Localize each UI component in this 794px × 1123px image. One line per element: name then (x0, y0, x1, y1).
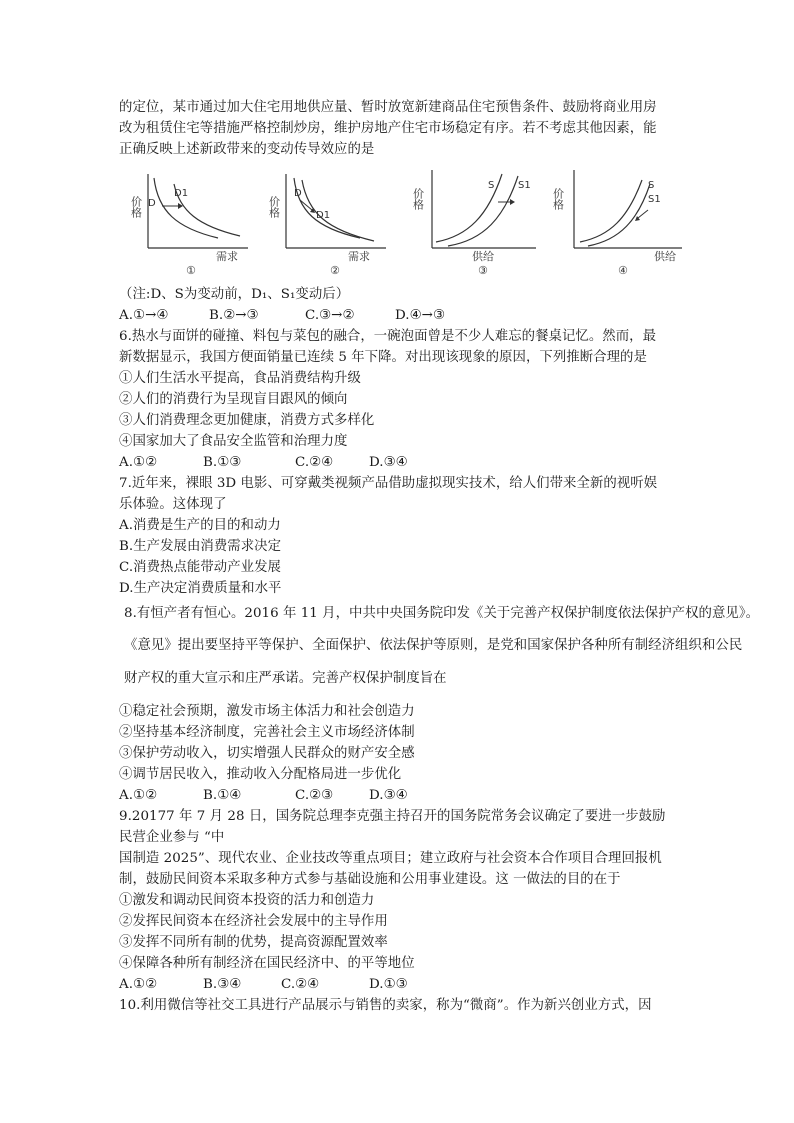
q5-stem-line-1: 的定位，某市通过加大住宅用地供应量、暂时放宽新建商品住宅预售条件、鼓励将商业用房 (119, 100, 657, 115)
graph-4-shift-arrow (638, 210, 648, 218)
q9-stem-line-1: 9.20177 年 7 月 28 日，国务院总理李克强主持召开的国务院常务会议确定了要进一步鼓励 (119, 809, 666, 824)
graph-3-curve-label-1: S (488, 180, 495, 191)
graph-3-curve-label-2: S1 (518, 180, 531, 191)
q8-item-1: ①稳定社会预期，激发市场主体活力和社会创造力 (119, 704, 415, 719)
q6-options (119, 454, 408, 472)
q9-options (119, 976, 408, 994)
graph-1-curve-label-1: D (148, 198, 156, 209)
graph-4-ylabel: 价格 (551, 188, 565, 210)
q6-stem-line-2: 新数据显示，我国方便面销量已连续 5 年下降。对出现该现象的原因，下列推断合理的是 (119, 350, 647, 365)
graph-1-curve-label-2: D1 (174, 188, 189, 199)
q9-item-3: ③发挥不同所有制的优势，提高资源配置效率 (119, 935, 388, 950)
q5-option-b: B.②→③ (209, 308, 259, 323)
graph-4-curve-label-2: S1 (648, 194, 661, 205)
q7-option-d: D.生产决定消费质量和水平 (119, 581, 282, 596)
q5-graph-note: （注:D、S为变动前，D₁、S₁变动后） (119, 287, 350, 302)
graph-2-curve-label-2: D1 (316, 210, 331, 221)
q9-option-d: D.①③ (369, 977, 408, 992)
graph-4 (551, 166, 688, 278)
q7-stem-line-2: 乐体验。这体现了 (119, 497, 227, 512)
q7-option-a: A.消费是生产的目的和动力 (119, 518, 281, 533)
graph-1-ylabel: 价格 (129, 196, 143, 218)
q5-stem-line-3: 正确反映上述新政带来的变动传导效应的是 (119, 142, 375, 157)
graph-1-xlabel: 需求 (216, 250, 238, 263)
graph-2-ylabel: 价格 (267, 196, 281, 218)
q8-options (119, 787, 408, 805)
q9-item-2: ②发挥民间资本在经济社会发展中的主导作用 (119, 914, 388, 929)
graph-3 (411, 166, 540, 278)
graph-4-xlabel: 供给 (654, 250, 676, 263)
q9-stem-line-4: 制，鼓励民间资本采取多种方式参与基础设施和公用事业建设。这 一做法的目的在于 (119, 872, 621, 887)
graph-2-curve-label-1: D (294, 188, 302, 199)
q9-option-c: C.②④ (281, 977, 320, 992)
q8-option-a: A.①② (119, 788, 158, 803)
q9-option-a: A.①② (119, 977, 158, 992)
q7-stem-line-1: 7.近年来，裸眼 3D 电影、可穿戴类视频产品借助虚拟现实技术，给人们带来全新的视听娱 (119, 476, 658, 491)
q9-option-b: B.③④ (203, 977, 242, 992)
q8-stem-line-1: 8.有恒产者有恒心。2016 年 11 月，中共中央国务院印发《关于完善产权保护制度依法保护产权的意见》。 (124, 606, 760, 621)
q6-item-4: ④国家加大了食品安全监管和治理力度 (119, 434, 348, 449)
q8-item-4: ④调节居民收入，推动收入分配格局进一步优化 (119, 767, 402, 782)
q9-stem-line-2: 民营企业参与 “中 (119, 830, 225, 845)
q6-item-2: ②人们的消费行为呈现盲目跟风的倾向 (119, 392, 348, 407)
graph-4-curve-label-1: S (648, 180, 655, 191)
graph-3-index: ③ (478, 264, 488, 277)
graph-3-curve-s1 (448, 176, 518, 246)
q5-option-c: C.③→② (305, 308, 355, 323)
q5-stem-line-2: 改为租赁住宅等措施严格控制炒房，维护房地产住宅市场稳定有序。若不考虑其他因素，能 (119, 121, 657, 136)
q5-option-a: A.①→④ (119, 308, 169, 323)
q6-stem-line-1: 6.热水与面饼的碰撞、料包与菜包的融合，一碗泡面曾是不少人难忘的餐桌记忆。然而，最 (119, 329, 657, 344)
q5-options (119, 307, 445, 325)
q8-option-d: D.③④ (369, 788, 408, 803)
graph-1-curve-d (154, 178, 218, 238)
q6-item-1: ①人们生活水平提高，食品消费结构升级 (119, 371, 361, 386)
q9-item-1: ①激发和调动民间资本投资的活力和创造力 (119, 893, 375, 908)
q8-stem-line-2: 《意见》提出要坚持平等保护、全面保护、依法保护等原则，是党和国家保护各种所有制经济组织和公民 (124, 638, 743, 653)
graph-1 (129, 166, 254, 278)
q7-option-c: C.消费热点能带动产业发展 (119, 560, 281, 575)
q9-stem-line-3: 国制造 2025”、现代农业、企业技改等重点项目；建立政府与社会资本合作项目合理回报机 (119, 851, 662, 866)
q6-option-d: D.③④ (369, 455, 408, 470)
graph-2-shift-arrow (300, 200, 312, 210)
q6-option-c: C.②④ (295, 455, 334, 470)
q10-stem-line-1: 10.利用微信等社交工具进行产品展示与销售的卖家，称为“微商”。作为新兴创业方式，因 (119, 998, 652, 1013)
graph-2-xlabel: 需求 (348, 250, 370, 263)
graph-1-index: ① (186, 264, 196, 277)
q8-stem-line-3: 财产权的重大宣示和庄严承诺。完善产权保护制度旨在 (124, 671, 447, 686)
graph-4-curve-s (580, 180, 642, 242)
q7-option-b: B.生产发展由消费需求决定 (119, 539, 282, 554)
q8-option-b: B.①④ (203, 788, 242, 803)
q8-item-3: ③保护劳动收入，切实增强人民群众的财产安全感 (119, 746, 415, 761)
graph-4-index: ④ (618, 264, 628, 277)
q8-option-c: C.②③ (295, 788, 334, 803)
graph-2 (267, 166, 392, 278)
graph-3-ylabel: 价格 (411, 188, 425, 210)
q6-item-3: ③人们消费理念更加健康，消费方式多样化 (119, 413, 375, 428)
q8-item-2: ②坚持基本经济制度，完善社会主义市场经济体制 (119, 725, 415, 740)
q6-option-a: A.①② (119, 455, 158, 470)
graph-2-index: ② (330, 264, 340, 277)
graph-3-xlabel: 供给 (472, 250, 494, 263)
q9-item-4: ④保障各种所有制经济在国民经济中、的平等地位 (119, 956, 415, 971)
q6-option-b: B.①③ (203, 455, 242, 470)
q5-option-d: D.④→③ (395, 308, 445, 323)
